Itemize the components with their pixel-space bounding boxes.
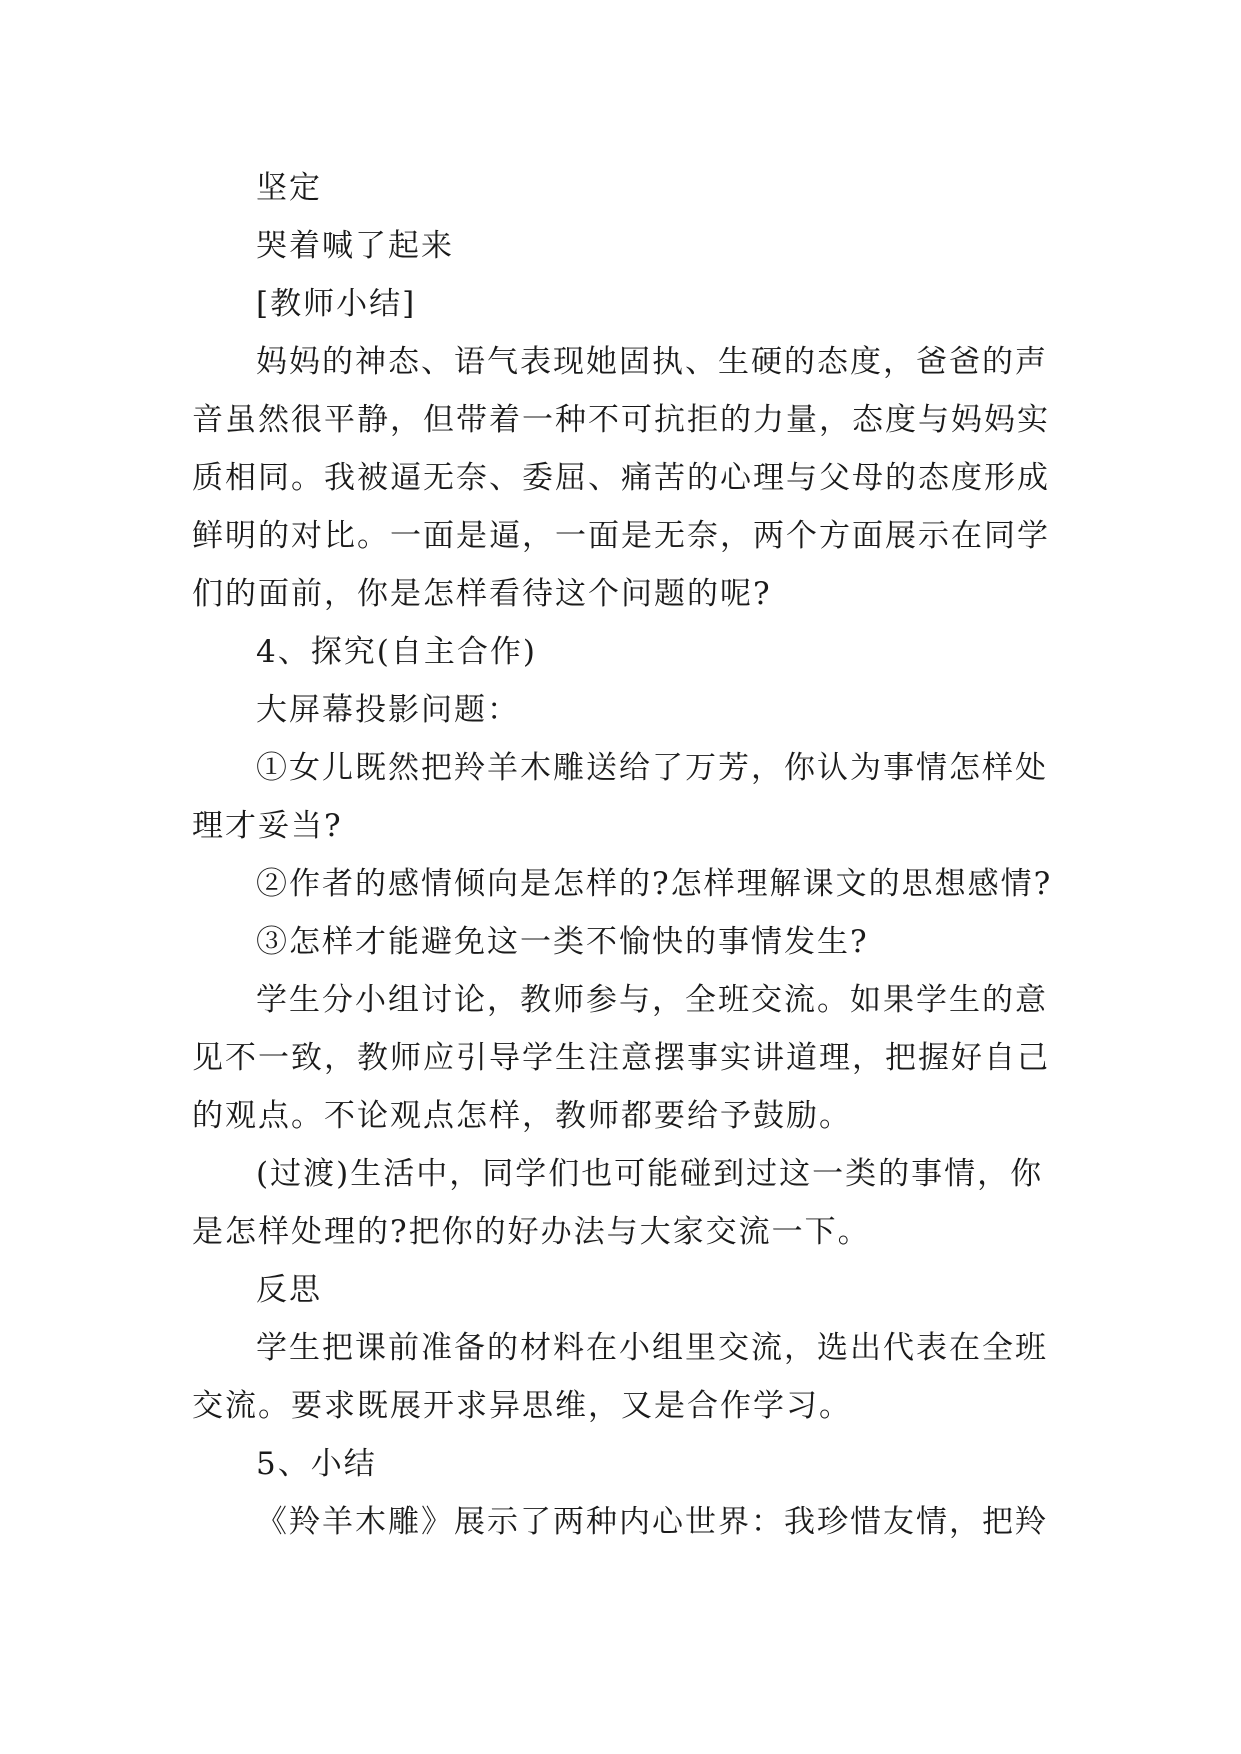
text-line: 们的面前，你是怎样看待这个问题的呢?: [192, 576, 772, 612]
text-line: 大屏幕投影问题：: [256, 692, 520, 728]
text-line: 见不一致，教师应引导学生注意摆事实讲道理，把握好自己: [192, 1040, 1050, 1076]
text-line: 哭着喊了起来: [256, 228, 454, 264]
section-heading: 反思: [256, 1272, 322, 1308]
question-item: ②作者的感情倾向是怎样的?怎样理解课文的思想感情?: [256, 866, 1053, 902]
text-line: 坚定: [256, 170, 322, 206]
section-heading: 4、探究(自主合作): [256, 634, 537, 670]
text-line: 理才妥当?: [192, 808, 343, 844]
text-line: 学生分小组讨论，教师参与，全班交流。如果学生的意: [256, 982, 1048, 1018]
text-line: 质相同。我被逼无奈、委屈、痛苦的心理与父母的态度形成: [192, 460, 1050, 496]
section-heading: [教师小结]: [256, 286, 417, 322]
text-line: 的观点。不论观点怎样，教师都要给予鼓励。: [192, 1098, 852, 1134]
text-line: 《羚羊木雕》展示了两种内心世界：我珍惜友情，把羚: [256, 1504, 1048, 1540]
section-heading: 5、小结: [256, 1446, 377, 1482]
question-item: ①女儿既然把羚羊木雕送给了万芳，你认为事情怎样处: [256, 750, 1048, 786]
text-line: 是怎样处理的?把你的好办法与大家交流一下。: [192, 1214, 871, 1250]
text-line: 鲜明的对比。一面是逼，一面是无奈，两个方面展示在同学: [192, 518, 1050, 554]
text-line: 妈妈的神态、语气表现她固执、生硬的态度，爸爸的声: [256, 344, 1048, 380]
text-line: (过渡)生活中，同学们也可能碰到过这一类的事情，你: [256, 1156, 1044, 1192]
document-body: [192, 159, 1064, 1551]
question-item: ③怎样才能避免这一类不愉快的事情发生?: [256, 924, 869, 960]
text-line: 音虽然很平静，但带着一种不可抗拒的力量，态度与妈妈实: [192, 402, 1050, 438]
text-line: 交流。要求既展开求异思维，又是合作学习。: [192, 1388, 852, 1424]
text-line: 学生把课前准备的材料在小组里交流，选出代表在全班: [256, 1330, 1048, 1366]
